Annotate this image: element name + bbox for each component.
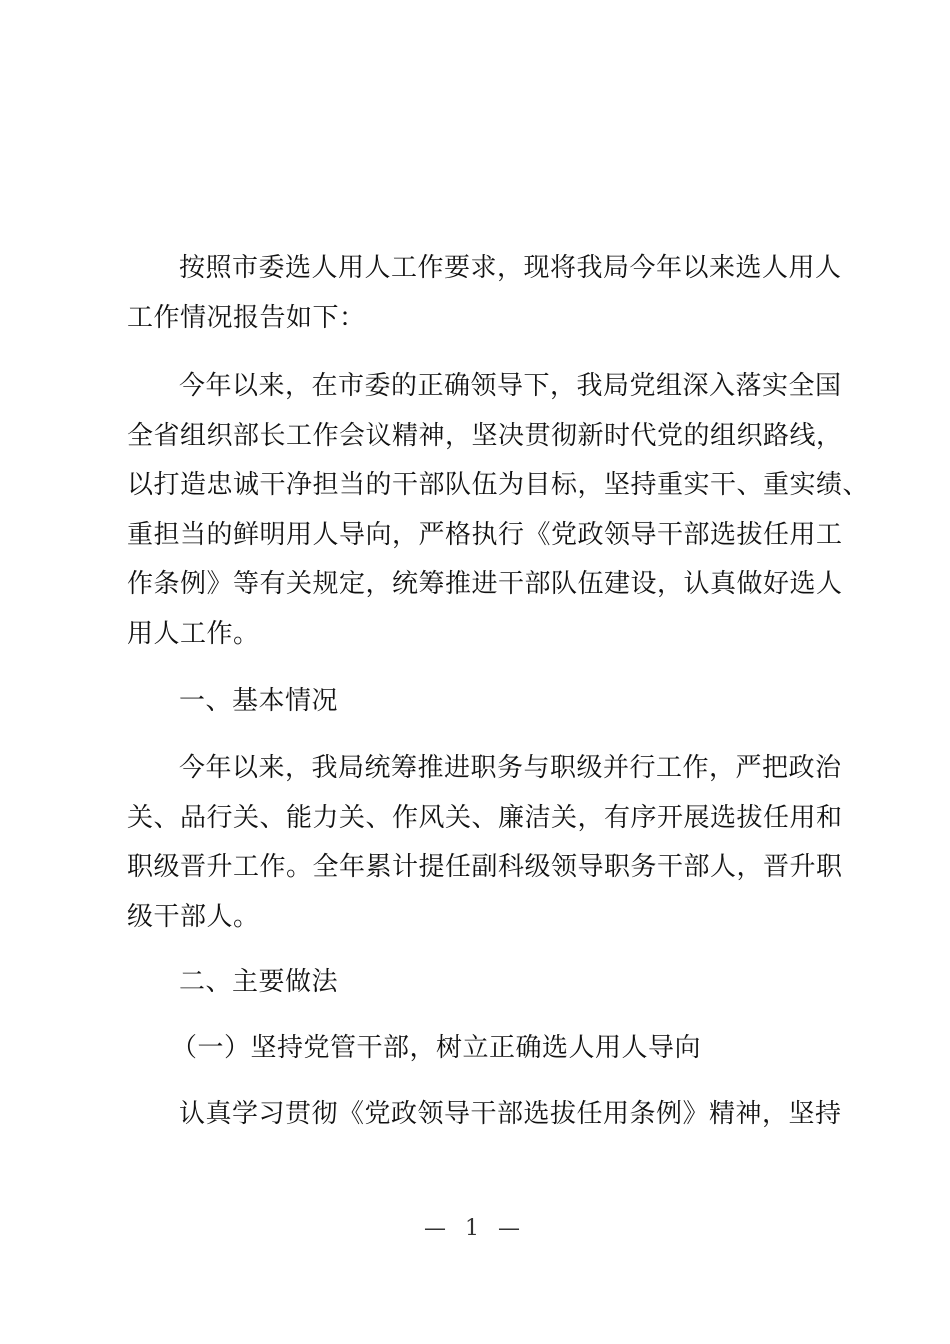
section-heading-basic-situation <box>127 677 847 727</box>
text-line: 今年以来，在市委的正确领导下，我局党组深入落实全国 <box>179 371 842 401</box>
text-line: 级干部人。 <box>127 901 260 932</box>
text-line: 认真学习贯彻《党政领导干部选拔任用条例》精神，坚持 <box>179 1099 842 1129</box>
text-line: 按照市委选人用人工作要求，现将我局今年以来选人用人 <box>179 253 842 283</box>
text-line: 用人工作。 <box>127 618 260 649</box>
subsection-heading-party-management <box>127 1024 847 1074</box>
paragraph-study-regulations <box>127 1090 847 1140</box>
section-heading-main-practices <box>127 958 847 1008</box>
heading-text: 二、主要做法 <box>179 967 339 997</box>
text-line: 工作情况报告如下： <box>127 302 366 333</box>
text-line: 以打造忠诚干净担当的干部队伍为目标，坚持重实干、重实绩、 <box>127 470 870 500</box>
paragraph-basic-situation <box>127 744 847 942</box>
text-line: 关、品行关、能力关、作风关、廉洁关，有序开展选拔任用和 <box>127 802 843 833</box>
text-line: 重担当的鲜明用人导向，严格执行《党政领导干部选拔任用工 <box>127 519 843 550</box>
text-line: 职级晋升工作。全年累计提任副科级领导职务干部人，晋升职 <box>127 852 843 882</box>
text-line: 今年以来，我局统筹推进职务与职级并行工作，严把政治 <box>179 753 842 783</box>
paragraph-intro <box>127 244 847 343</box>
text-line: 全省组织部长工作会议精神，坚决贯彻新时代党的组织路线， <box>127 420 843 451</box>
page-number: — 1 — <box>424 1216 526 1241</box>
paragraph-overview <box>127 362 870 659</box>
heading-text: （一）坚持党管干部，树立正确选人用人导向 <box>171 1033 702 1063</box>
heading-text: 一、基本情况 <box>179 686 339 716</box>
text-line: 作条例》等有关规定，统筹推进干部队伍建设，认真做好选人 <box>127 569 843 599</box>
